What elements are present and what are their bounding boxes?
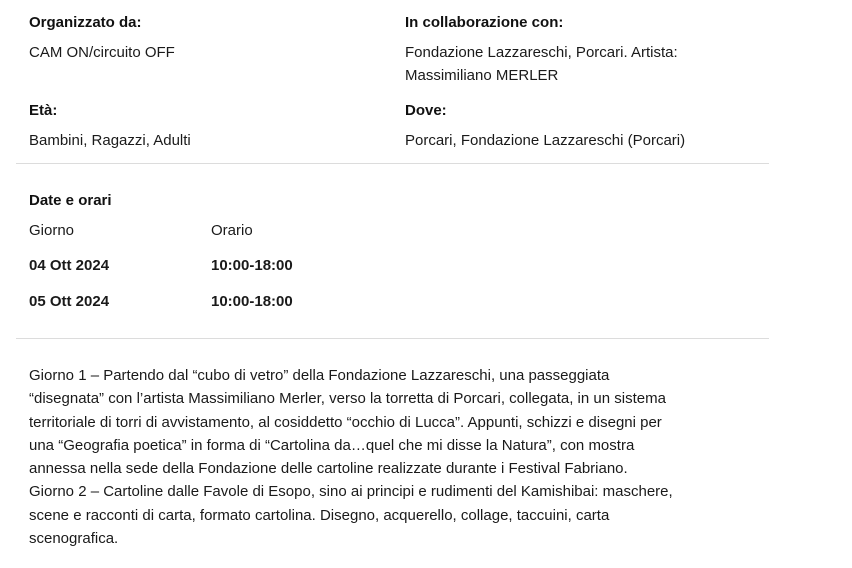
divider-bottom <box>16 338 769 339</box>
description-line: “disegnata” con l’artista Massimiliano Merler, verso la torretta di Porcari, collegata, in un sistema <box>29 390 666 408</box>
collaboration-value-line2: Massimiliano MERLER <box>405 67 559 84</box>
description-line: una “Geografia poetica” in forma di “Cartolina da…quel che mi disse la Natura”, con mostra <box>29 436 635 454</box>
schedule-col-time: Orario <box>211 222 253 239</box>
description-line: Giorno 2 – Cartoline dalle Favole di Esopo, sino ai principi e rudimenti del Kamishibai: maschere, <box>29 483 673 501</box>
collaboration-label: In collaborazione con: <box>405 14 564 31</box>
where-value: Porcari, Fondazione Lazzareschi (Porcari) <box>405 132 686 149</box>
organized-by-value: CAM ON/circuito OFF <box>29 44 175 61</box>
description-line: scene e racconti di carta, formato cartolina. Disegno, acquerello, collage, taccuini, carta <box>29 506 610 524</box>
where-label: Dove: <box>405 102 447 119</box>
schedule-row-time: 10:00-18:00 <box>211 293 293 310</box>
description-line: annessa nella sede della Fondazione delle cartoline realizzate durante i Festival Fabriano. <box>29 460 628 478</box>
age-value: Bambini, Ragazzi, Adulti <box>29 132 191 149</box>
description-line: territoriale di torri di avvistamento, al cosiddetto “occhio di Lucca”. Appunti, schizzi e disegni per <box>29 413 662 431</box>
description-line: Giorno 1 – Partendo dal “cubo di vetro” della Fondazione Lazzareschi, una passeggiata <box>29 367 610 384</box>
age-label: Età: <box>29 102 58 119</box>
schedule-col-day: Giorno <box>29 222 75 239</box>
collaboration-value-line1: Fondazione Lazzareschi, Porcari. Artista: <box>405 44 678 61</box>
schedule-title: Date e orari <box>29 192 112 209</box>
description-line: scenografica. <box>29 530 119 548</box>
event-description <box>29 364 769 550</box>
schedule-row-time: 10:00-18:00 <box>211 257 293 274</box>
organized-by-label: Organizzato da: <box>29 14 142 31</box>
schedule-row-day: 05 Ott 2024 <box>29 293 110 310</box>
divider-top <box>16 163 769 164</box>
schedule-row-day: 04 Ott 2024 <box>29 257 110 274</box>
